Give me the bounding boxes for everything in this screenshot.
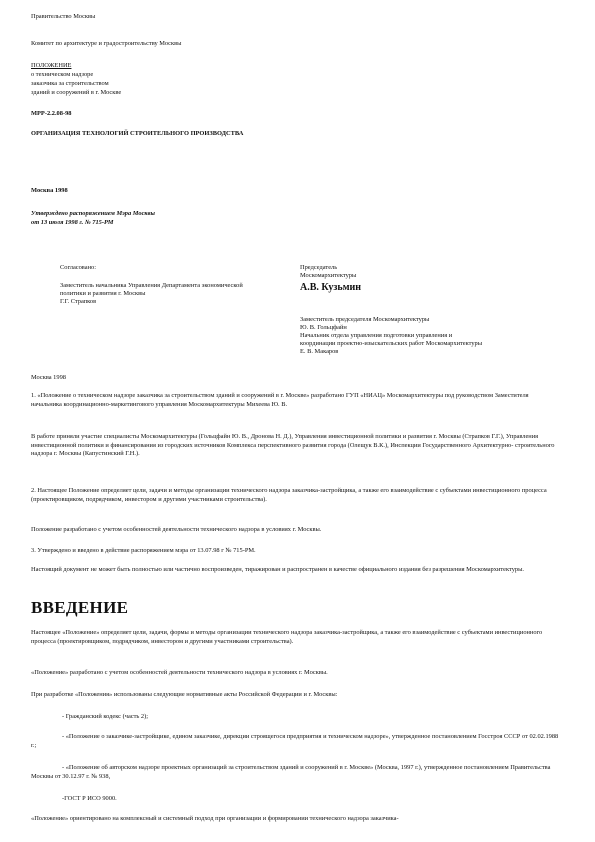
intro-paragraph-3: При разработке «Положения» использованы следующие нормативные акты Российской Федерации и г. Москвы: [31,691,338,698]
deputy-dept-line-3: Г.Г. Страпков [60,298,97,305]
intro-list-item-1: - Гражданский кодекс (часть 2); [62,713,149,720]
dept-head-line-3: Е. В. Макаров [300,348,339,355]
section-title: ОРГАНИЗАЦИЯ ТЕХНОЛОГИЙ СТРОИТЕЛЬНОГО ПРОИЗВОДСТВА [31,130,244,137]
approval-line-1: Утверждено распоряжением Мэра Москвы [31,210,155,217]
intro-heading: ВВЕДЕНИЕ [31,598,129,617]
preface-paragraph-1: 1. «Положение о техническом надзоре заказчика за строительством зданий и сооружений в г. Москве» разработано ГУП «НИАЦ» Москомархитектуры под руководством Заместителя начальника координационно-маркетингового управления Москомархитектуры Михеева Ю. В. [31,392,529,408]
deputy-chair-line-2: Ю. В. Гольцфайн [300,324,347,331]
signatory-kuzmin: А.В. Кузьмин [300,282,362,293]
org-government: Правительство Москвы [31,13,96,20]
dept-head-line-2: координации проектно-изыскательских работ Москомархитектуры [300,340,483,347]
intro-paragraph-1: Настоящее «Положение» определяет цели, задачи, формы и методы организации технического надзора заказчика-застройщика, а также его взаимодействие с субъектами инвестиционного процесса (проектировщиком, подрядчиком, инвестором и другими участниками строительства). [31,629,543,645]
preface-paragraph-4: Положение разработано с учетом особенностей деятельности технического надзора в условиях г. Москвы. [31,526,322,533]
intro-paragraph-4: «Положение» ориентировано на комплексный и системный подход при организации и формировании технического надзора заказчика- [31,815,399,822]
intro-list-item-4: -ГОСТ Р ИСО 9000. [62,795,117,802]
subtitle-line-2: заказчика за строительством [31,80,109,87]
deputy-chair-line-1: Заместитель председателя Москомархитектуры [300,316,430,323]
intro-list-item-2: - «Положение о заказчике-застройщике, едином заказчике, дирекции строящегося предприятия и техническом надзоре», утвержденное постановлением Госстроя СССР от 02.02.1988 г.; [31,733,559,749]
intro-list-item-3: - «Положение об авторском надзоре проектных организаций за строительством зданий и сооружений в г. Москве» (Москва, 1997 г.), утвержденное постановлением Правительства Москвы от 30.12.97 г. № 938, [31,764,551,780]
preface-paragraph-6: Настоящий документ не может быть полностью или частично воспроизведен, тиражирован и распространен в качестве официального издания без разрешения Москомархитектуры. [31,566,525,573]
city-year: Москва 1998 [31,187,68,194]
deputy-dept-line-2: политики и развития г. Москвы [60,290,146,297]
deputy-dept-line-1: Заместитель начальника Управления Департамента экономической [60,282,243,289]
preface-paragraph-3: 2. Настоящее Положение определяет цели, задачи и методы организации технического надзора заказчика-застройщика, а также его взаимодействие с субъектами инвестиционного процесса (проектировщиком, подрядчиком, инвестором и другими участниками строительства). [31,487,547,503]
approval-line-2: от 13 июля 1998 г. № 715-РМ [31,219,114,226]
preface-paragraph-2: В работе приняли участие специалисты Москомархитектуры (Гольцфайн Ю. В., Дронова Н. Д.), Управления инвестиционной политики и развития г. Москвы (Страпков Г.Г.), Управления инвестиционной политики и финансирования из городских источников Комплекса перспективного развития города (Олещук В.К.), Инспекции Государственного Архитектурно- строительного надзора г. Москвы (Капустинский Г.Н.). [31,433,555,458]
chairman-line-1: Председатель [300,264,338,271]
intro-paragraph-2: «Положение» разработано с учетом особенностей деятельности технического надзора в условиях г. Москвы. [31,669,328,676]
subtitle-line-1: о техническом надзоре [31,71,94,78]
agreed-label: Согласовано: [60,264,96,271]
dept-head-line-1: Начальник отдела управления подготовки управления и [300,332,453,339]
subtitle-line-3: зданий и сооружений в г. Москве [31,89,122,96]
chairman-line-2: Москомархитектуры [300,272,357,279]
city-year-2: Москва 1998 [31,374,66,381]
document-code: МРР-2.2.08-98 [31,110,72,117]
org-committee: Комитет по архитектуре и градостроительству Москвы [31,40,182,47]
document-title: ПОЛОЖЕНИЕ [31,62,72,69]
preface-paragraph-5: 3. Утверждено и введено в действие распоряжением мэра от 13.07.98 г № 715-РМ. [31,547,256,554]
